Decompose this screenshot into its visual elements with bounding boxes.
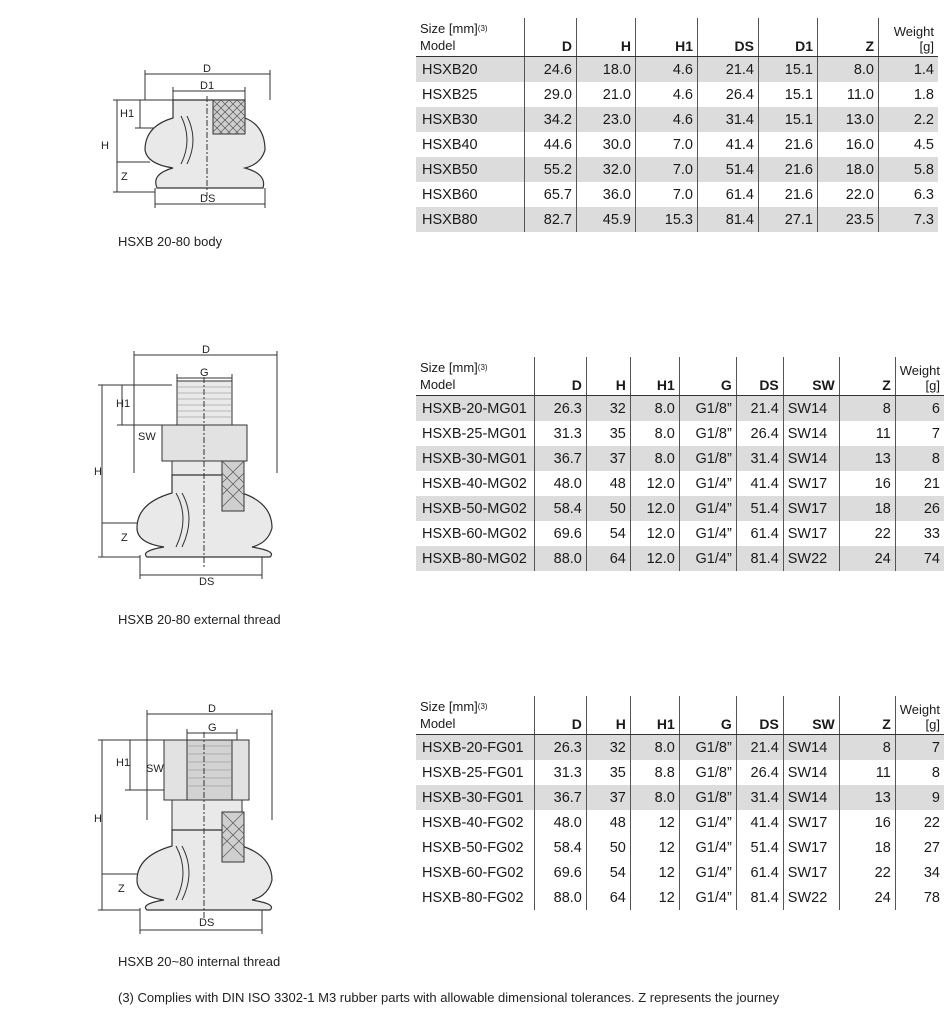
table-cell: HSXB40 xyxy=(422,136,478,153)
dim-h1-label: H1 xyxy=(116,757,131,769)
table-header-row xyxy=(416,18,938,57)
column-header: H1 xyxy=(630,696,679,735)
table-cell: 36.7 xyxy=(534,446,586,471)
table-cell: 32.0 xyxy=(577,157,636,182)
table-cell: 31.4 xyxy=(736,446,783,471)
table-cell: 50 xyxy=(586,496,630,521)
table-row xyxy=(416,107,938,132)
footnote-ref: (3) xyxy=(477,24,488,33)
table-cell: 29.0 xyxy=(525,82,577,107)
table-cell: 30.0 xyxy=(577,132,636,157)
table-cell: 88.0 xyxy=(534,885,586,910)
table-row xyxy=(416,82,938,107)
table-cell: HSXB20 xyxy=(416,57,525,83)
table-cell: 24 xyxy=(839,546,895,571)
dim-ds-label: DS xyxy=(199,917,215,929)
column-header: G xyxy=(679,696,736,735)
dim-g-label: G xyxy=(208,722,217,734)
table-row xyxy=(416,760,944,785)
table-cell: 21.6 xyxy=(759,132,818,157)
dim-z-label: Z xyxy=(121,171,128,183)
table-cell: 61.4 xyxy=(698,182,759,207)
table-cell: 48 xyxy=(586,471,630,496)
table-cell: 21.6 xyxy=(759,157,818,182)
table-cell: 78 xyxy=(895,885,944,910)
table-cell: 61.4 xyxy=(736,860,783,885)
table-cell: 27.1 xyxy=(759,207,818,232)
table-cell: HSXB-50-MG02 xyxy=(416,496,534,521)
table-row xyxy=(416,421,944,446)
table-cell: G1/8” xyxy=(679,735,736,761)
table-row xyxy=(416,521,944,546)
table-cell: 34 xyxy=(895,860,944,885)
table-cell: 81.4 xyxy=(698,207,759,232)
table-cell: 7.0 xyxy=(636,132,698,157)
table-row xyxy=(416,860,944,885)
table-cell: 37 xyxy=(586,785,630,810)
table-cell: 7.3 xyxy=(879,207,939,232)
table-cell: 1.4 xyxy=(879,57,939,83)
table-cell: 8.0 xyxy=(630,735,679,761)
dim-sw-label: SW xyxy=(146,763,164,775)
table-cell: 11.0 xyxy=(818,82,879,107)
table-cell: 4.5 xyxy=(879,132,939,157)
column-header: H1 xyxy=(630,357,679,396)
table-cell: 8 xyxy=(895,760,944,785)
table-cell: 64 xyxy=(586,546,630,571)
dim-h-label: H xyxy=(101,140,109,152)
table-cell: HSXB80 xyxy=(416,207,525,232)
table-cell: 36.7 xyxy=(534,785,586,810)
table-cell: 26 xyxy=(895,496,944,521)
drawing-caption: HSXB 20~80 internal thread xyxy=(118,954,281,969)
weight-header: Weight [g] xyxy=(879,18,939,57)
table-cell: 11 xyxy=(839,421,895,446)
table-cell: G1/8” xyxy=(679,396,736,422)
table-cell: 4.6 xyxy=(636,82,698,107)
table-cell: 41.4 xyxy=(698,132,759,157)
table-cell: HSXB25 xyxy=(422,86,478,103)
table-cell: 15.1 xyxy=(759,82,818,107)
table-cell: 4.6 xyxy=(636,107,698,132)
table-cell: 31.3 xyxy=(534,421,586,446)
table-row xyxy=(416,157,938,182)
column-header: D xyxy=(525,18,577,57)
dim-z-label: Z xyxy=(121,532,128,544)
column-header: H xyxy=(586,696,630,735)
table-cell: HSXB-50-FG02 xyxy=(422,839,524,856)
dim-g-label: G xyxy=(200,367,209,379)
table-cell: 16.0 xyxy=(818,132,879,157)
drawing-caption: HSXB 20-80 external thread xyxy=(118,612,281,627)
table-row xyxy=(416,207,938,232)
table-cell: 48.0 xyxy=(534,810,586,835)
table-cell: 69.6 xyxy=(534,521,586,546)
table-cell: 13 xyxy=(839,785,895,810)
table-cell: 54 xyxy=(586,521,630,546)
column-header: Z xyxy=(839,696,895,735)
table-cell: 26.4 xyxy=(736,760,783,785)
table-cell: 48 xyxy=(586,810,630,835)
table-cell: HSXB-20-FG01 xyxy=(416,735,534,761)
size-label: Size [mm] xyxy=(420,21,478,36)
table-cell: 7.0 xyxy=(636,182,698,207)
table-cell: SW17 xyxy=(783,471,839,496)
table-cell: 35 xyxy=(586,421,630,446)
table-cell: 22 xyxy=(839,860,895,885)
table-cell: 7 xyxy=(895,421,944,446)
table-cell: SW17 xyxy=(783,835,839,860)
table-cell: SW14 xyxy=(783,735,839,761)
table-cell: 32 xyxy=(586,396,630,422)
table-cell: 8 xyxy=(895,446,944,471)
table-cell: 51.4 xyxy=(736,835,783,860)
table-cell: 16 xyxy=(839,810,895,835)
table-cell: 31.4 xyxy=(736,785,783,810)
table-cell: G1/4” xyxy=(679,835,736,860)
table-cell: 82.7 xyxy=(525,207,577,232)
table-cell: 6 xyxy=(895,396,944,422)
table-cell: 12.0 xyxy=(630,471,679,496)
column-header: H xyxy=(577,18,636,57)
table-cell: 54 xyxy=(586,860,630,885)
column-header: Z xyxy=(818,18,879,57)
table-row xyxy=(416,396,944,422)
table-cell: 18 xyxy=(839,835,895,860)
table-cell: 48.0 xyxy=(534,471,586,496)
table-cell: SW14 xyxy=(783,446,839,471)
table-cell: 13.0 xyxy=(818,107,879,132)
table-header-row xyxy=(416,357,944,396)
table-cell: HSXB-40-FG02 xyxy=(422,814,524,831)
column-header: G xyxy=(679,357,736,396)
table-cell: 45.9 xyxy=(577,207,636,232)
column-header: H xyxy=(586,357,630,396)
table-cell: G1/8” xyxy=(679,446,736,471)
table-cell: HSXB-40-MG02 xyxy=(422,475,527,492)
table-cell: 21.4 xyxy=(736,735,783,761)
table-cell: 33 xyxy=(895,521,944,546)
table-cell: 15.3 xyxy=(636,207,698,232)
table-cell: SW22 xyxy=(783,546,839,571)
table-cell: 8 xyxy=(839,735,895,761)
internal-thread-drawing xyxy=(92,700,292,935)
table-cell: 55.2 xyxy=(525,157,577,182)
size-model-header xyxy=(416,696,534,735)
table-cell: 9 xyxy=(895,785,944,810)
table-cell: G1/8” xyxy=(679,421,736,446)
table-cell: 26.4 xyxy=(736,421,783,446)
table-cell: 22 xyxy=(895,810,944,835)
column-header: D1 xyxy=(759,18,818,57)
table-cell: 51.4 xyxy=(736,496,783,521)
table-cell: HSXB-80-FG02 xyxy=(422,889,524,906)
dim-d-label: D xyxy=(202,344,210,356)
table-cell: 26.3 xyxy=(534,396,586,422)
table-cell: 34.2 xyxy=(525,107,577,132)
table-cell: 21.6 xyxy=(759,182,818,207)
column-header: H1 xyxy=(636,18,698,57)
table-cell: 24 xyxy=(839,885,895,910)
external-thread-drawing xyxy=(92,343,292,593)
table-cell: HSXB60 xyxy=(422,186,478,203)
table-cell: 35 xyxy=(586,760,630,785)
table-row xyxy=(416,735,944,761)
dim-d1-label: D1 xyxy=(200,80,215,92)
table-cell: HSXB-20-MG01 xyxy=(416,396,534,422)
table-cell: 26.3 xyxy=(534,735,586,761)
table-cell: HSXB30 xyxy=(416,107,525,132)
column-header: SW xyxy=(783,696,839,735)
model-label: Model xyxy=(420,716,456,731)
table-cell: 22.0 xyxy=(818,182,879,207)
body-drawing xyxy=(95,60,285,220)
table-cell: 18.0 xyxy=(818,157,879,182)
table-cell: SW14 xyxy=(783,396,839,422)
dim-ds-label: DS xyxy=(199,576,215,588)
table-cell: G1/4” xyxy=(679,885,736,910)
table-cell: G1/4” xyxy=(679,546,736,571)
table-cell: 12 xyxy=(630,885,679,910)
column-header: DS xyxy=(698,18,759,57)
spec-table-external-thread xyxy=(416,357,944,571)
table-cell: 21 xyxy=(895,471,944,496)
spec-table-body xyxy=(416,18,938,232)
table-row xyxy=(416,810,944,835)
table-cell: 16 xyxy=(839,471,895,496)
table-row xyxy=(416,496,944,521)
table-cell: G1/4” xyxy=(679,860,736,885)
table-cell: 18.0 xyxy=(577,57,636,83)
table-cell: 21.4 xyxy=(736,396,783,422)
size-label: Size [mm] xyxy=(420,699,478,714)
dim-ds-label: DS xyxy=(200,193,216,205)
table-cell: 23.5 xyxy=(818,207,879,232)
table-cell: 15.1 xyxy=(759,107,818,132)
table-cell: SW22 xyxy=(783,885,839,910)
table-cell: 50 xyxy=(586,835,630,860)
dim-h1-label: H1 xyxy=(116,398,131,410)
spec-table-internal-thread xyxy=(416,696,944,910)
table-cell: 8.0 xyxy=(818,57,879,83)
table-cell: 41.4 xyxy=(736,810,783,835)
column-header: DS xyxy=(736,696,783,735)
table-cell: SW17 xyxy=(783,496,839,521)
table-cell: 44.6 xyxy=(525,132,577,157)
table-cell: 88.0 xyxy=(534,546,586,571)
table-cell: 22 xyxy=(839,521,895,546)
table-cell: 12.0 xyxy=(630,496,679,521)
table-cell: 21.0 xyxy=(577,82,636,107)
table-cell: 41.4 xyxy=(736,471,783,496)
table-cell: 23.0 xyxy=(577,107,636,132)
table-cell: HSXB-30-MG01 xyxy=(416,446,534,471)
table-cell: 24.6 xyxy=(525,57,577,83)
size-model-header xyxy=(416,357,534,396)
table-cell: 8.0 xyxy=(630,785,679,810)
table-cell: 81.4 xyxy=(736,546,783,571)
table-cell: 64 xyxy=(586,885,630,910)
table-cell: SW14 xyxy=(783,785,839,810)
footnote: (3) Complies with DIN ISO 3302-1 M3 rubber parts with allowable dimensional tolerances. Z represents the journey xyxy=(118,990,780,1005)
table-cell: 12 xyxy=(630,835,679,860)
table-cell: 5.8 xyxy=(879,157,939,182)
column-header: D xyxy=(534,357,586,396)
table-cell: HSXB-25-FG01 xyxy=(422,764,524,781)
table-row xyxy=(416,546,944,571)
table-cell: SW17 xyxy=(783,521,839,546)
table-cell: 26.4 xyxy=(698,82,759,107)
table-cell: 12 xyxy=(630,810,679,835)
table-cell: SW17 xyxy=(783,860,839,885)
table-cell: 21.4 xyxy=(698,57,759,83)
table-cell: 61.4 xyxy=(736,521,783,546)
table-cell: 31.3 xyxy=(534,760,586,785)
table-cell: 8.8 xyxy=(630,760,679,785)
dim-h-label: H xyxy=(94,466,102,478)
table-cell: G1/8” xyxy=(679,760,736,785)
dim-d-label: D xyxy=(208,703,216,715)
table-cell: 37 xyxy=(586,446,630,471)
footnote-ref: (3) xyxy=(477,702,488,711)
table-row xyxy=(416,182,938,207)
table-cell: 58.4 xyxy=(534,835,586,860)
table-header-row xyxy=(416,696,944,735)
size-model-header xyxy=(416,18,525,57)
dim-h1-label: H1 xyxy=(120,108,135,120)
table-cell: 7.0 xyxy=(636,157,698,182)
table-cell: HSXB-30-FG01 xyxy=(416,785,534,810)
table-row xyxy=(416,446,944,471)
table-cell: G1/4” xyxy=(679,810,736,835)
table-cell: 11 xyxy=(839,760,895,785)
table-cell: 32 xyxy=(586,735,630,761)
table-cell: 8 xyxy=(839,396,895,422)
table-cell: G1/4” xyxy=(679,471,736,496)
table-cell: 69.6 xyxy=(534,860,586,885)
table-cell: HSXB-25-MG01 xyxy=(422,425,527,442)
table-cell: 27 xyxy=(895,835,944,860)
table-cell: 65.7 xyxy=(525,182,577,207)
table-cell: 12.0 xyxy=(630,521,679,546)
table-cell: 31.4 xyxy=(698,107,759,132)
table-cell: 6.3 xyxy=(879,182,939,207)
table-cell: 1.8 xyxy=(879,82,939,107)
weight-header: Weight [g] xyxy=(895,696,944,735)
size-label: Size [mm] xyxy=(420,360,478,375)
table-cell: 8.0 xyxy=(630,396,679,422)
table-cell: 8.0 xyxy=(630,421,679,446)
drawing-caption: HSXB 20-80 body xyxy=(118,234,223,249)
column-header: DS xyxy=(736,357,783,396)
column-header: SW xyxy=(783,357,839,396)
table-cell: G1/4” xyxy=(679,496,736,521)
table-cell: SW17 xyxy=(783,810,839,835)
table-cell: HSXB-60-FG02 xyxy=(422,864,524,881)
table-cell: G1/4” xyxy=(679,521,736,546)
dim-sw-label: SW xyxy=(138,431,156,443)
dim-d-label: D xyxy=(203,63,211,75)
table-cell: 51.4 xyxy=(698,157,759,182)
table-row xyxy=(416,885,944,910)
table-cell: SW14 xyxy=(783,421,839,446)
table-cell: 36.0 xyxy=(577,182,636,207)
dim-z-label: Z xyxy=(118,883,125,895)
table-row xyxy=(416,835,944,860)
table-cell: 74 xyxy=(895,546,944,571)
column-header: D xyxy=(534,696,586,735)
table-row xyxy=(416,471,944,496)
table-row xyxy=(416,785,944,810)
table-cell: 18 xyxy=(839,496,895,521)
table-cell: HSXB-80-MG02 xyxy=(416,546,534,571)
table-row xyxy=(416,132,938,157)
table-cell: HSXB-60-MG02 xyxy=(422,525,527,542)
table-cell: 58.4 xyxy=(534,496,586,521)
table-cell: 15.1 xyxy=(759,57,818,83)
table-cell: 8.0 xyxy=(630,446,679,471)
table-cell: 81.4 xyxy=(736,885,783,910)
footnote-ref: (3) xyxy=(477,363,488,372)
table-cell: 2.2 xyxy=(879,107,939,132)
table-cell: 13 xyxy=(839,446,895,471)
dim-h-label: H xyxy=(94,813,102,825)
model-label: Model xyxy=(420,38,456,53)
table-cell: 12 xyxy=(630,860,679,885)
table-row xyxy=(416,57,938,83)
table-cell: 7 xyxy=(895,735,944,761)
table-cell: 12.0 xyxy=(630,546,679,571)
column-header: Z xyxy=(839,357,895,396)
table-cell: 4.6 xyxy=(636,57,698,83)
model-label: Model xyxy=(420,377,456,392)
table-cell: SW14 xyxy=(783,760,839,785)
table-cell: HSXB50 xyxy=(416,157,525,182)
weight-header: Weight [g] xyxy=(895,357,944,396)
table-cell: G1/8” xyxy=(679,785,736,810)
